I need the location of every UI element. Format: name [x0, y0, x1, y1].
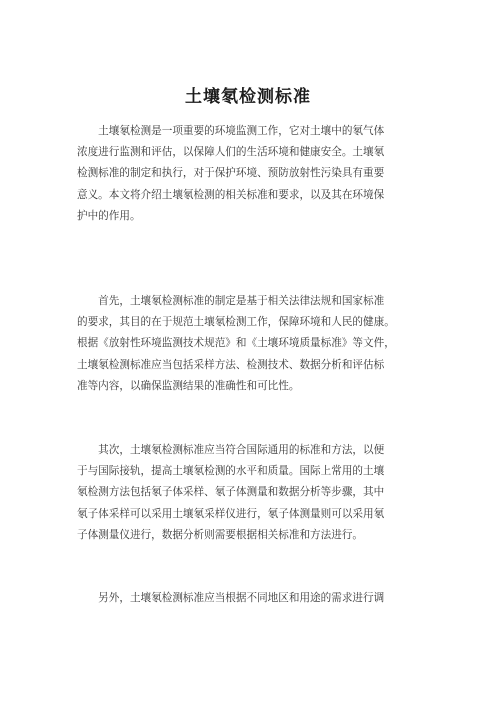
text-line: 于与国际接轨，提高土壤氡检测的水平和质量。国际上常用的土壤: [77, 465, 385, 478]
paragraph-intro: [77, 121, 427, 227]
paragraph-first: [77, 291, 427, 397]
text-line: 准等内容，以确保监测结果的准确性和可比性。: [77, 379, 300, 392]
text-line: 土壤氡检测是一项重要的环境监测工作，它对土壤中的氡气体: [77, 125, 385, 137]
text-line: 另外，土壤氡检测标准应当根据不同地区和用途的需求进行调: [77, 592, 385, 604]
text-line: 浓度进行监测和评估，以保障人们的生活环境和健康安全。土壤氡: [77, 146, 385, 159]
text-line: 根据《放射性环境监测技术规范》和《土壤环境质量标准》等文件，: [77, 337, 395, 350]
text-line: 氡检测方法包括氡子体采样、氡子体测量和数据分析等步骤，其中: [77, 486, 385, 499]
text-line: 子体测量仪进行，数据分析则需要根据相关标准和方法进行。: [77, 528, 364, 541]
text-line: 氡子体采样可以采用土壤氡采样仪进行，氡子体测量则可以采用氡: [77, 507, 385, 520]
document-title: 土壤氡检测标准: [185, 87, 311, 107]
text-line: 土壤氡检测标准应当包括采样方法、检测技术、数据分析和评估标: [77, 358, 385, 371]
text-line: 检测标准的制定和执行，对于保护环境、预防放射性污染具有重要: [77, 167, 385, 180]
text-line: 护中的作用。: [77, 209, 141, 222]
text-line: 的要求，其目的在于规范土壤氡检测工作，保障环境和人民的健康。: [77, 316, 395, 329]
text-line: 其次，土壤氡检测标准应当符合国际通用的标准和方法，以便: [77, 444, 385, 456]
text-line: 意义。本文将介绍土壤氡检测的相关标准和要求，以及其在环境保: [77, 188, 385, 201]
paragraph-third: [77, 588, 427, 609]
paragraph-second: [77, 440, 427, 546]
text-line: 首先，土壤氡检测标准的制定是基于相关法律法规和国家标准: [77, 295, 385, 307]
